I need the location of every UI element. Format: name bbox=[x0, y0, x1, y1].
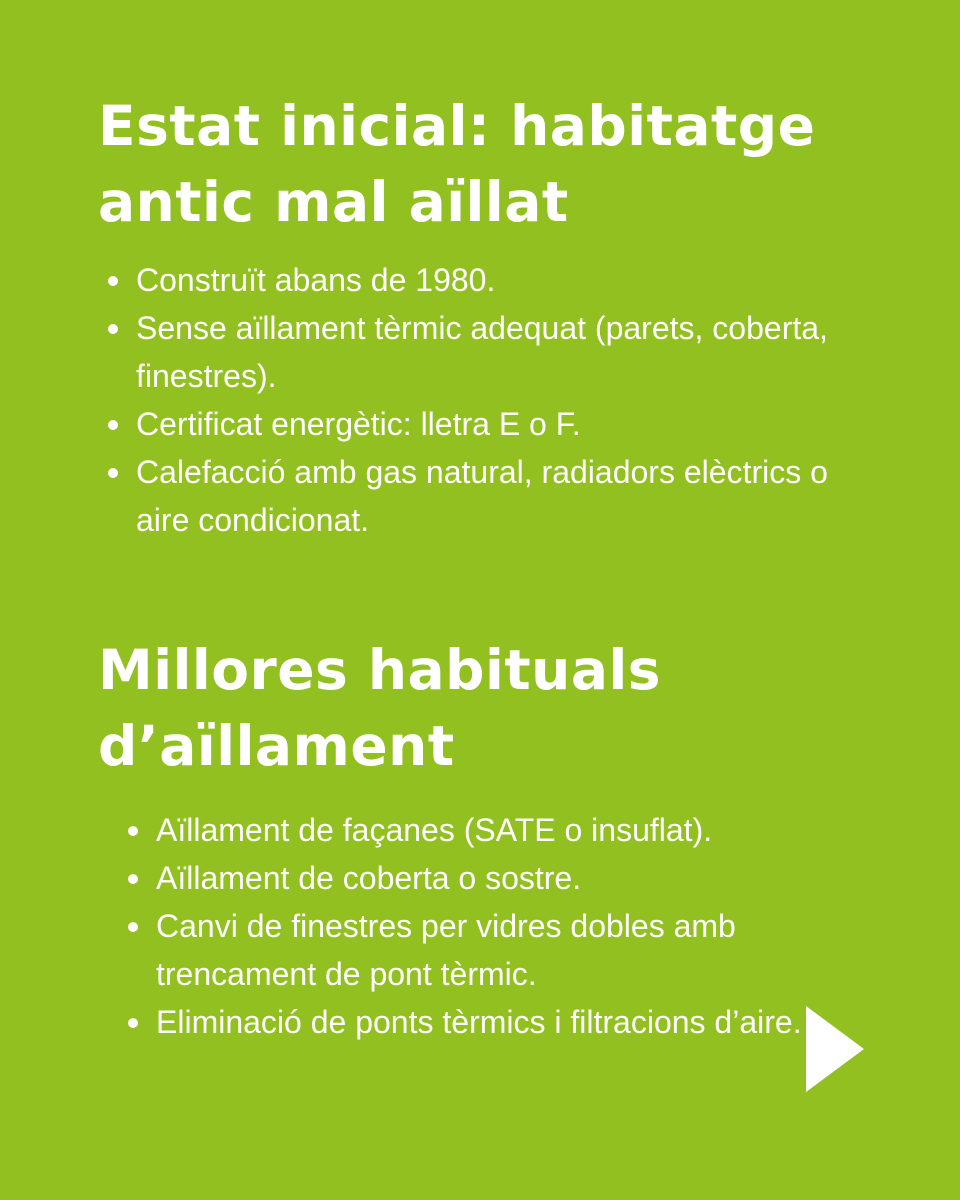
title-line: Estat inicial: habitatge bbox=[98, 94, 816, 158]
section-title-insulation-improvements bbox=[98, 632, 661, 784]
list-item: Eliminació de ponts tèrmics i filtracions d’aire. bbox=[124, 998, 864, 1046]
list-item: Aïllament de façanes (SATE o insuflat). bbox=[124, 806, 864, 854]
title-line: Millores habituals bbox=[98, 638, 662, 702]
list-item: Calefacció amb gas natural, radiadors elèctrics o aire condicionat. bbox=[104, 448, 864, 544]
next-slide-button[interactable] bbox=[806, 1006, 864, 1092]
title-line: antic mal aïllat bbox=[98, 170, 569, 234]
section-title-initial-state bbox=[98, 88, 815, 240]
list-item: Construït abans de 1980. bbox=[104, 256, 864, 304]
play-arrow-icon bbox=[806, 1006, 864, 1092]
title-line: d’aïllament bbox=[98, 714, 455, 778]
list-item: Certificat energètic: lletra E o F. bbox=[104, 400, 864, 448]
initial-state-list bbox=[104, 256, 864, 544]
list-item: Aïllament de coberta o sostre. bbox=[124, 854, 864, 902]
list-item: Canvi de finestres per vidres dobles amb trencament de pont tèrmic. bbox=[124, 902, 864, 998]
list-item: Sense aïllament tèrmic adequat (parets, coberta, finestres). bbox=[104, 304, 864, 400]
insulation-improvements-list bbox=[124, 806, 864, 1046]
